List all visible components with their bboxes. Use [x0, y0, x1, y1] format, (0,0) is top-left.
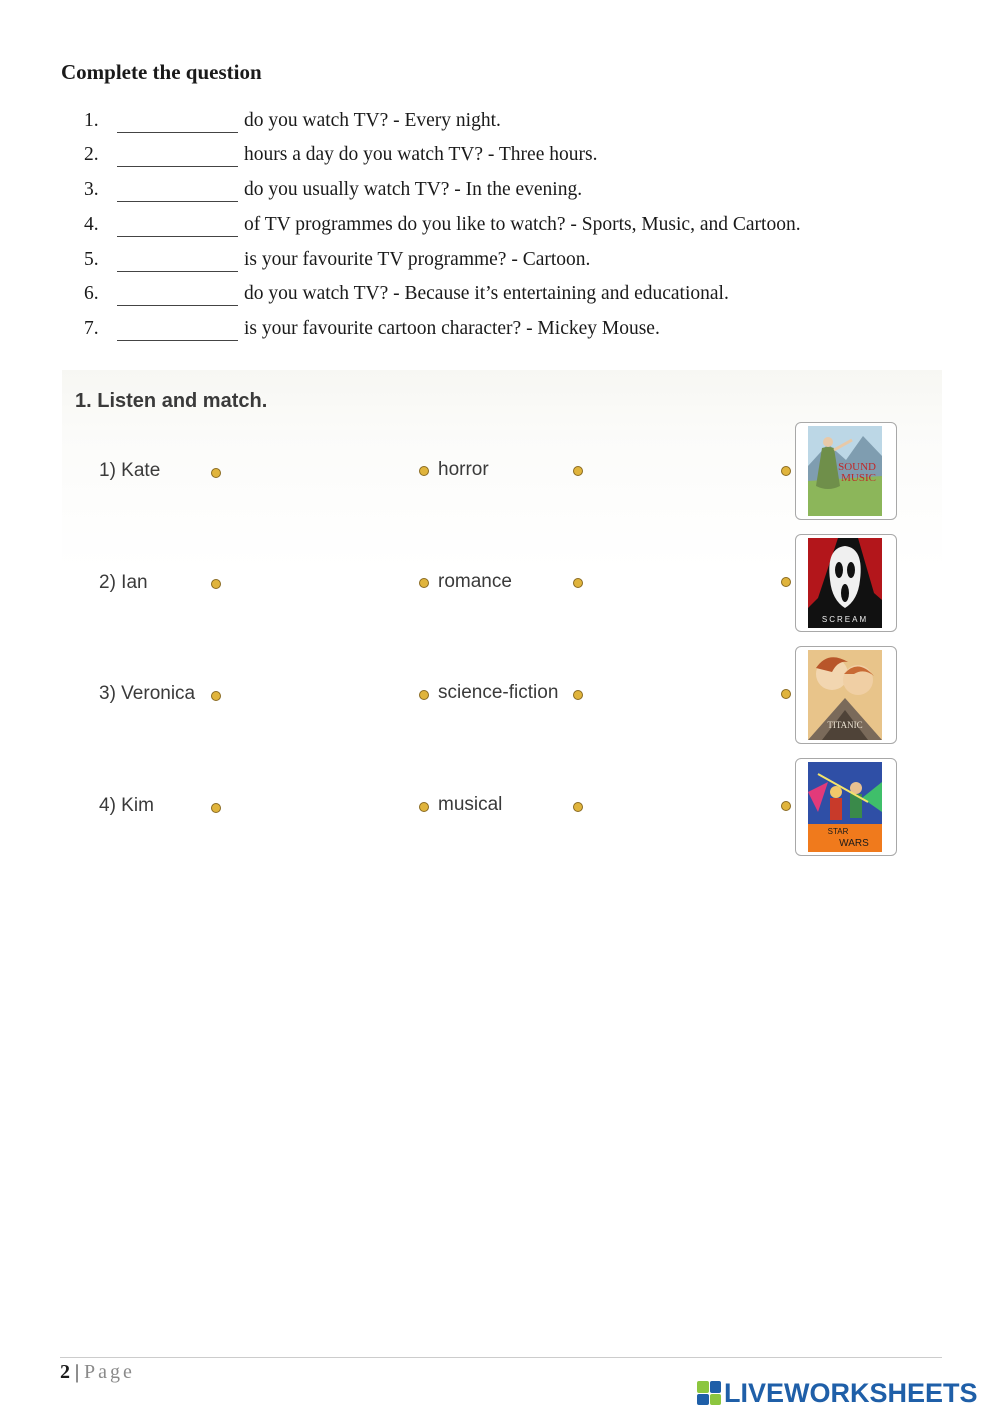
poster-frame	[795, 646, 897, 744]
liveworksheets-logo-text: LIVEWORKSHEETS	[724, 1377, 978, 1408]
star-wars-poster-icon	[808, 762, 882, 852]
question-number: 2.	[84, 144, 99, 165]
question-number: 3.	[84, 179, 99, 200]
match-name-veronica: 3) Veronica	[99, 683, 196, 704]
match-genre-romance: romance	[438, 571, 512, 592]
question-number: 6.	[84, 283, 99, 304]
answer-blank-1[interactable]	[117, 132, 238, 133]
liveworksheets-logo[interactable]	[697, 1378, 978, 1408]
svg-text:WARS: WARS	[839, 838, 869, 849]
liveworksheets-logo-icon	[697, 1381, 721, 1405]
match-dot-genre-left-2[interactable]	[419, 578, 429, 588]
match-dot-genre-right-2[interactable]	[573, 578, 583, 588]
answer-blank-5[interactable]	[117, 271, 238, 272]
question-text: is your favourite cartoon character? - Mickey Mouse.	[244, 318, 660, 339]
question-number: 4.	[84, 214, 99, 235]
match-dot-genre-right-1[interactable]	[573, 466, 583, 476]
match-name-kate: 1) Kate	[99, 460, 161, 481]
match-dot-name-3[interactable]	[211, 691, 221, 701]
match-dot-name-1[interactable]	[211, 468, 221, 478]
answer-blank-7[interactable]	[117, 340, 238, 341]
question-text: do you watch TV? - Because it’s entertaining and educational.	[244, 283, 729, 304]
svg-text:TITANIC: TITANIC	[827, 720, 863, 730]
answer-blank-2[interactable]	[117, 166, 238, 167]
footer-divider	[60, 1357, 942, 1358]
page-number-value: 2	[60, 1361, 70, 1383]
question-number: 5.	[84, 249, 99, 270]
match-row	[0, 756, 1000, 856]
match-genre-musical: musical	[438, 794, 503, 815]
match-dot-name-4[interactable]	[211, 803, 221, 813]
match-dot-genre-left-3[interactable]	[419, 690, 429, 700]
page-label: Page	[84, 1361, 135, 1383]
match-row	[0, 532, 1000, 632]
section-title-listen-match: 1. Listen and match.	[75, 390, 268, 412]
answer-blank-3[interactable]	[117, 201, 238, 202]
question-number: 7.	[84, 318, 99, 339]
match-dot-genre-left-1[interactable]	[419, 466, 429, 476]
question-number: 1.	[84, 110, 99, 131]
scream-poster-icon	[808, 538, 882, 628]
match-dot-genre-right-4[interactable]	[573, 802, 583, 812]
svg-text:MUSIC: MUSIC	[841, 472, 876, 484]
svg-text:SOUND: SOUND	[838, 461, 876, 473]
poster-frame	[795, 758, 897, 856]
match-name-ian: 2) Ian	[99, 572, 148, 593]
question-text: do you watch TV? - Every night.	[244, 110, 501, 131]
question-text: hours a day do you watch TV? - Three hours.	[244, 144, 598, 165]
match-dot-poster-2[interactable]	[781, 577, 791, 587]
titanic-poster-icon	[808, 650, 882, 740]
match-dot-genre-right-3[interactable]	[573, 690, 583, 700]
answer-blank-6[interactable]	[117, 305, 238, 306]
sound-of-music-poster-icon	[808, 426, 882, 516]
match-row	[0, 420, 1000, 520]
match-genre-horror: horror	[438, 459, 489, 480]
question-text: of TV programmes do you like to watch? - Sports, Music, and Cartoon.	[244, 214, 801, 235]
page-number-separator: |	[75, 1361, 80, 1383]
match-dot-name-2[interactable]	[211, 579, 221, 589]
match-dot-poster-4[interactable]	[781, 801, 791, 811]
match-genre-science-fiction: science-fiction	[438, 682, 559, 703]
svg-text:SCREAM: SCREAM	[821, 615, 869, 624]
answer-blank-4[interactable]	[117, 236, 238, 237]
section-title-complete-question: Complete the question	[61, 60, 262, 84]
match-dot-poster-3[interactable]	[781, 689, 791, 699]
question-text: do you usually watch TV? - In the evening.	[244, 179, 583, 200]
match-dot-genre-left-4[interactable]	[419, 802, 429, 812]
question-text: is your favourite TV programme? - Cartoon.	[244, 249, 591, 270]
poster-frame	[795, 422, 897, 520]
match-dot-poster-1[interactable]	[781, 466, 791, 476]
match-name-kim: 4) Kim	[99, 795, 154, 816]
page-number	[60, 1361, 135, 1384]
poster-frame	[795, 534, 897, 632]
svg-text:STAR: STAR	[827, 827, 849, 836]
match-row	[0, 644, 1000, 744]
